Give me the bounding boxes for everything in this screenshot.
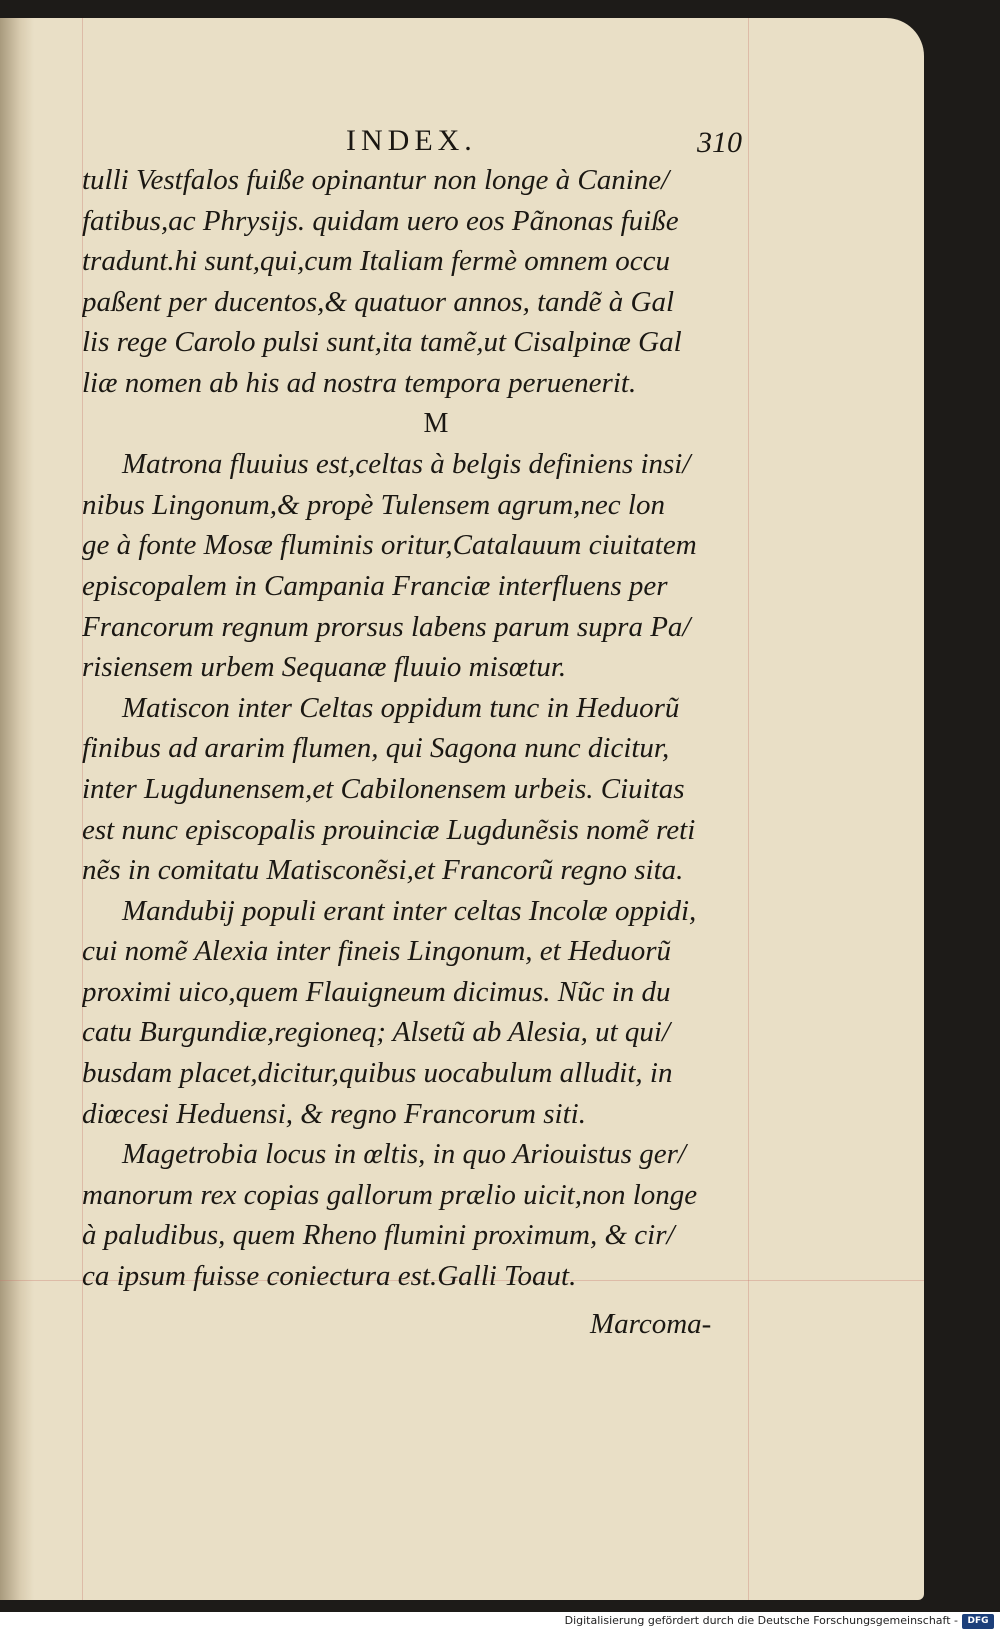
text-line: inter Lugdunensem,et Cabilonensem urbeis. Ciuitas <box>82 772 685 805</box>
text-line: risiensem urbem Sequanæ fluuio misœtur. <box>82 651 567 684</box>
running-head: INDEX. <box>346 124 477 157</box>
text-line: diœcesi Heduensi, & regno Francorum siti. <box>82 1097 586 1130</box>
text-line: catu Burgundiæ,regioneq; Alsetũ ab Alesia, ut qui/ <box>82 1016 671 1049</box>
entry-first-line: Matrona fluuius est,celtas à belgis definiens insi/ <box>122 448 691 481</box>
entry-first-line: Mandubij populi erant inter celtas Incolæ oppidi, <box>122 894 697 927</box>
text-line: finibus ad ararim flumen, qui Sagona nunc dicitur, <box>82 732 670 765</box>
entry-first-line: Magetrobia locus in œltis, in quo Ariouistus ger/ <box>122 1138 686 1171</box>
book-page <box>0 18 924 1600</box>
funding-credit: Digitalisierung gefördert durch die Deutsche Forschungsgemeinschaft - <box>564 1614 958 1627</box>
text-line: à paludibus, quem Rheno flumini proximum, & cir/ <box>82 1219 675 1252</box>
digitization-footer <box>0 1612 1000 1632</box>
text-line: tulli Vestfalos fuiße opinantur non longe à Canine/ <box>82 164 670 196</box>
text-line: nibus Lingonum,& propè Tulensem agrum,nec lon <box>82 488 665 521</box>
entry-first-line: Matiscon inter Celtas oppidum tunc in Heduorũ <box>122 691 680 724</box>
text-line: ge à fonte Mosæ fluminis oritur,Catalauum ciuitatem <box>82 529 697 562</box>
text-line: episcopalem in Campania Franciæ interfluens per <box>82 569 668 602</box>
text-line: nẽs in comitatu Matisconẽsi,et Francorũ regno sita. <box>82 854 684 887</box>
text-line: liæ nomen ab his ad nostra tempora peruenerit. <box>82 366 637 399</box>
text-line: cui nomẽ Alexia inter fineis Lingonum, et Heduorũ <box>82 935 672 968</box>
text-line: busdam placet,dicitur,quibus uocabulum alludit, in <box>82 1057 673 1090</box>
page-number: 310 <box>697 126 742 159</box>
text-line: est nunc episcopalis prouinciæ Lugdunẽsis nomẽ reti <box>82 813 696 846</box>
text-line: ca ipsum fuisse coniectura est.Galli Toaut. <box>82 1260 577 1293</box>
section-letter: M <box>423 407 449 439</box>
text-line: paßent per ducentos,& quatuor annos, tandẽ à Gal <box>82 285 675 318</box>
catchword: Marcoma- <box>590 1308 712 1340</box>
text-line: fatibus,ac Phrysijs. quidam uero eos Pãnonas fuiße <box>82 204 679 237</box>
dfg-logo: DFG <box>962 1614 994 1629</box>
page-header <box>84 114 746 164</box>
text-line: tradunt.hi sunt,qui,cum Italiam fermè omnem occu <box>82 245 670 278</box>
text-line: lis rege Carolo pulsi sunt,ita tamẽ,ut Cisalpinæ Gal <box>82 326 682 359</box>
text-line: manorum rex copias gallorum prælio uicit,non longe <box>82 1178 698 1211</box>
index-text-block <box>82 160 750 1297</box>
gutter-shadow <box>0 18 34 1600</box>
text-line: proximi uico,quem Flauigneum dicimus. Nũc in du <box>82 975 671 1008</box>
text-line: Francorum regnum prorsus labens parum supra Pa/ <box>82 610 691 643</box>
